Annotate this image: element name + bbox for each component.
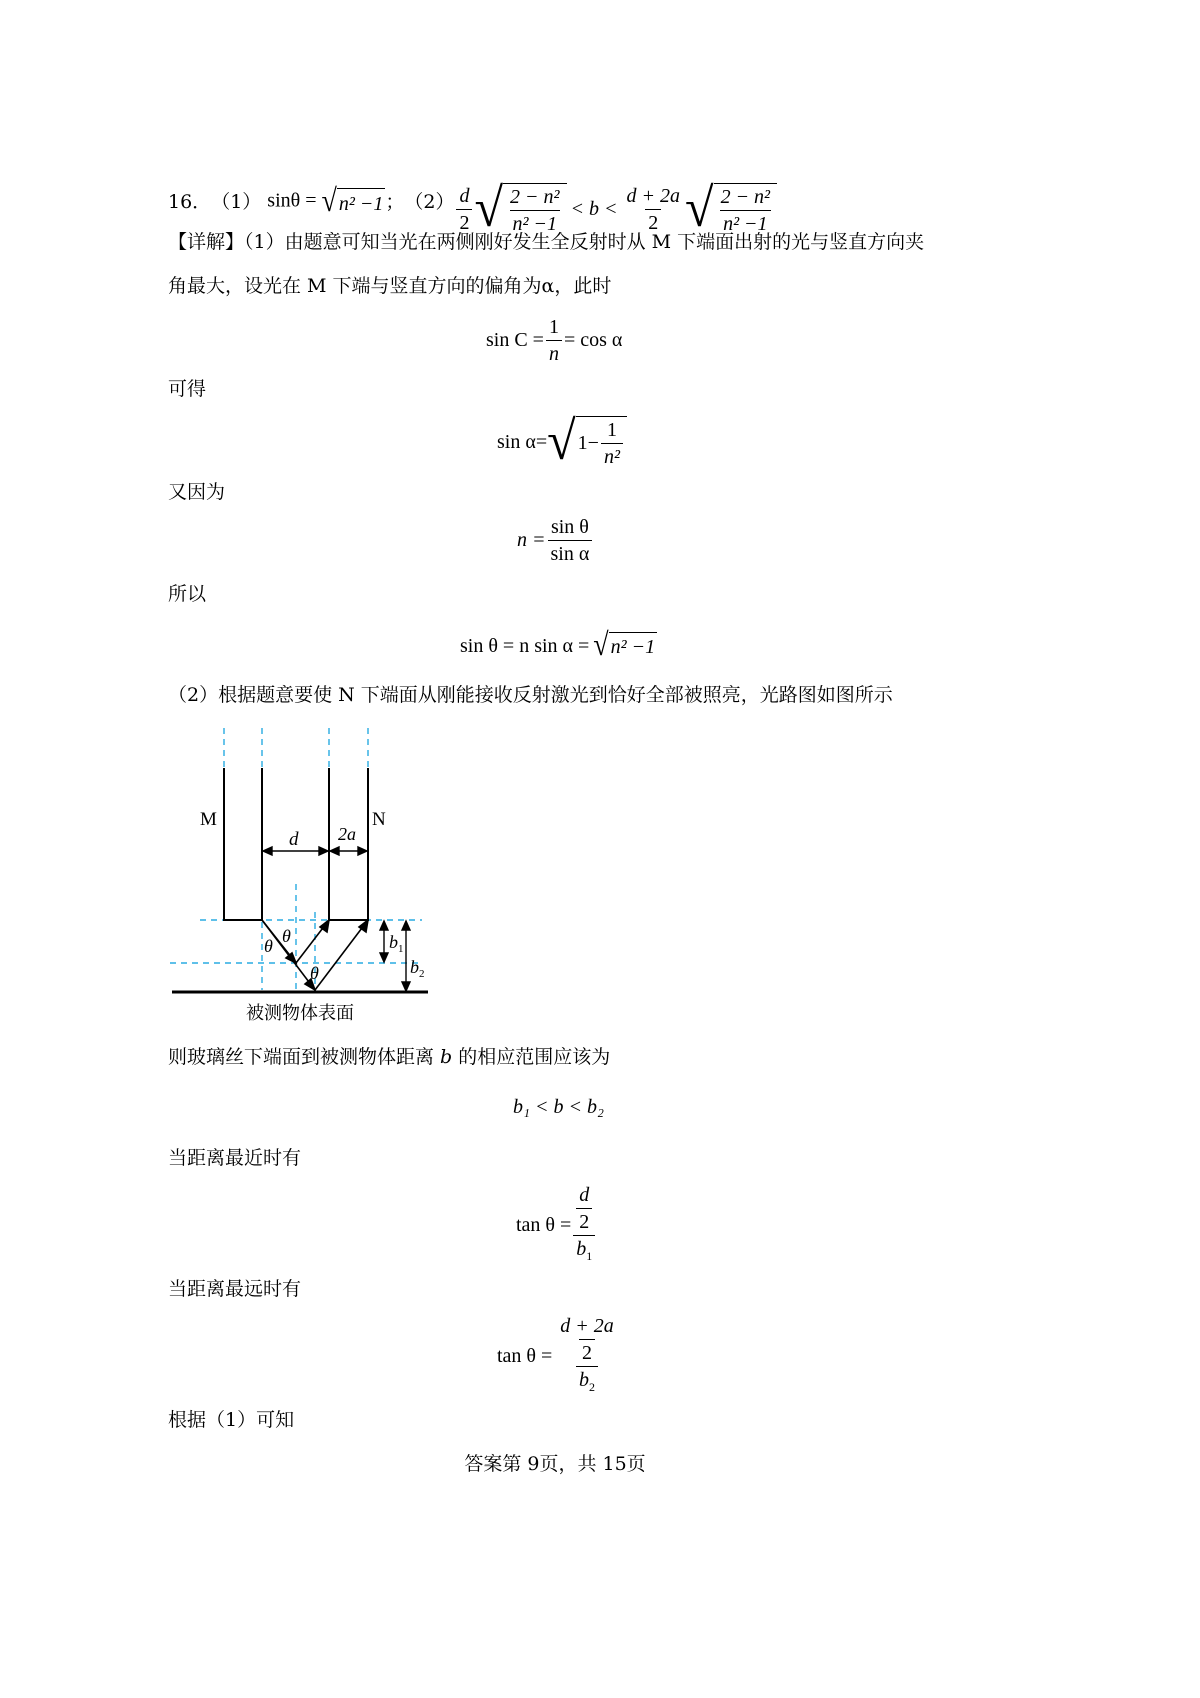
para3 <box>168 1045 610 1069</box>
answer1-formula <box>267 183 385 220</box>
dim-b1-arrow-top <box>380 921 388 930</box>
part2-label: （2） <box>404 191 455 213</box>
eq-sinalpha <box>497 411 627 472</box>
para1-line2: 角最大，设光在 M 下端与竖直方向的偏角为α，此时 <box>168 275 612 297</box>
eq-sinC-rhs: = cos α <box>563 329 623 351</box>
para1-line1: 【详解】（1）由题意可知当光在两侧刚好发生全反射时从 M 下端面出射的光与竖直方向夹 <box>168 231 925 253</box>
dim-b2-arrow-bottom <box>402 982 410 991</box>
label-theta-2: θ <box>282 926 291 946</box>
eq-sinalpha-den: n² <box>601 443 623 468</box>
eq-sinalpha-sqrt: √ 1− $\frac{1}{\text{n²}}$ <box>547 416 627 468</box>
dim-2a-arrow-left <box>330 847 339 855</box>
fiber-n <box>329 768 368 920</box>
dim-b1-arrow-bottom <box>380 953 388 962</box>
eq-tan1-lhs: tan θ = <box>516 1214 572 1236</box>
eq-tan2-inner-den: 2 <box>579 1339 595 1364</box>
para2: （2）根据题意要使 N 下端面从刚能接收反射激光到恰好全部被照亮，光路图如图所示 <box>168 684 893 706</box>
eq-sintheta-radicand: n² −1 <box>609 632 658 660</box>
answer2-frac2-num: d + 2a <box>626 184 681 207</box>
label-d: d <box>289 829 299 850</box>
eq-n-lhs: n = <box>517 529 546 551</box>
eq-tan2-den: $b_2$ <box>576 1366 598 1398</box>
eq-sinC-den: n <box>546 340 562 365</box>
label-theta-1: θ <box>264 936 273 956</box>
answer1-radicand: n² −1 <box>337 188 386 216</box>
label-suoyi: 所以 <box>168 583 207 605</box>
answer2-frac2-den: 2 <box>645 209 661 234</box>
dim-2a-arrow-right <box>358 847 367 855</box>
separator: ； <box>385 191 405 213</box>
page-footer: 答案第 9页，共 15页 <box>464 1453 646 1475</box>
para3-post: 的相应范围应该为 <box>452 1046 611 1068</box>
eq-tan1-den: $b_1$ <box>573 1235 595 1267</box>
eq-sintheta <box>460 627 657 664</box>
answer2-frac-num: d <box>459 184 470 207</box>
label-n: N <box>372 809 386 830</box>
eq-sinC <box>486 316 622 365</box>
eq-sinC-lhs: sin C = <box>486 329 544 351</box>
eq-n <box>517 516 594 565</box>
label-theta-3: θ <box>310 963 319 983</box>
fiber-m <box>224 768 262 920</box>
answer2-formula <box>454 178 777 239</box>
answer2-inequality: < b < <box>570 198 618 220</box>
answer2-sqrt1-num: 2 − n² <box>510 186 560 208</box>
answer2-sqrt1-den: n² −1 <box>510 210 561 235</box>
answer2-sqrt1: √ $\frac{\text{2 − n²}}{\text{n² −1}}$ <box>474 183 566 235</box>
diagram-caption: 被测物体表面 <box>246 1003 354 1023</box>
eq-tan1 <box>516 1184 597 1267</box>
label-2a: 2a <box>338 824 356 844</box>
label-youyinwei: 又因为 <box>168 481 226 503</box>
eq-tan2 <box>497 1315 622 1398</box>
eq-tan1-inner-num: d <box>579 1184 590 1206</box>
dim-d-arrow-left <box>263 847 272 855</box>
label-kede: 可得 <box>168 378 207 400</box>
answer2-sqrt2-num: 2 − n² <box>720 186 771 208</box>
dim-d-arrow-right <box>319 847 328 855</box>
label-far: 当距离最远时有 <box>168 1278 302 1300</box>
label-near: 当距离最近时有 <box>168 1147 302 1169</box>
eq-sinC-num: 1 <box>548 316 559 338</box>
label-genju: 根据（1）可知 <box>168 1409 295 1431</box>
para3-var: b <box>440 1046 453 1068</box>
eq-tan2-lhs: tan θ = <box>497 1345 553 1367</box>
ray-2-out <box>315 920 368 990</box>
eq-sintheta-lhs: sin θ = n sin α = <box>460 634 590 657</box>
label-b2: $b_2$ <box>410 957 425 980</box>
eq-n-den: sin α <box>548 540 593 565</box>
para3-pre: 则玻璃丝下端面到被测物体距离 <box>168 1046 441 1068</box>
eq-tan2-inner-num: d + 2a <box>560 1315 614 1337</box>
part1-label: （1） <box>211 191 262 213</box>
eq-sinalpha-one: 1− <box>577 432 599 454</box>
question-number: 16． <box>168 191 212 213</box>
answer2-frac-den: 2 <box>456 209 472 234</box>
eq-sintheta-sqrt: √ n² −1 <box>593 627 656 664</box>
answer1-sqrt: √ n² −1 <box>321 183 384 220</box>
eq-n-num: sin θ <box>550 516 589 538</box>
optical-path-diagram <box>160 720 440 1030</box>
eq-sinalpha-num: 1 <box>606 419 617 441</box>
answer2-sqrt2-den: n² −1 <box>720 210 771 235</box>
eq-tan1-inner-den: 2 <box>576 1208 592 1233</box>
answer2-sqrt2: √ $\frac{\text{2 − n²}}{\text{n² −1}}$ <box>685 183 777 235</box>
dim-b2-arrow-top <box>402 921 410 930</box>
label-b1: $b_1$ <box>389 932 404 955</box>
answer1-lhs: sinθ = <box>267 189 317 212</box>
eq-sinalpha-lhs: sin α= <box>497 430 548 453</box>
answer-line <box>168 169 777 239</box>
eq-range: b₁ < b < b₂ <box>513 1096 604 1118</box>
label-m: M <box>200 809 217 830</box>
